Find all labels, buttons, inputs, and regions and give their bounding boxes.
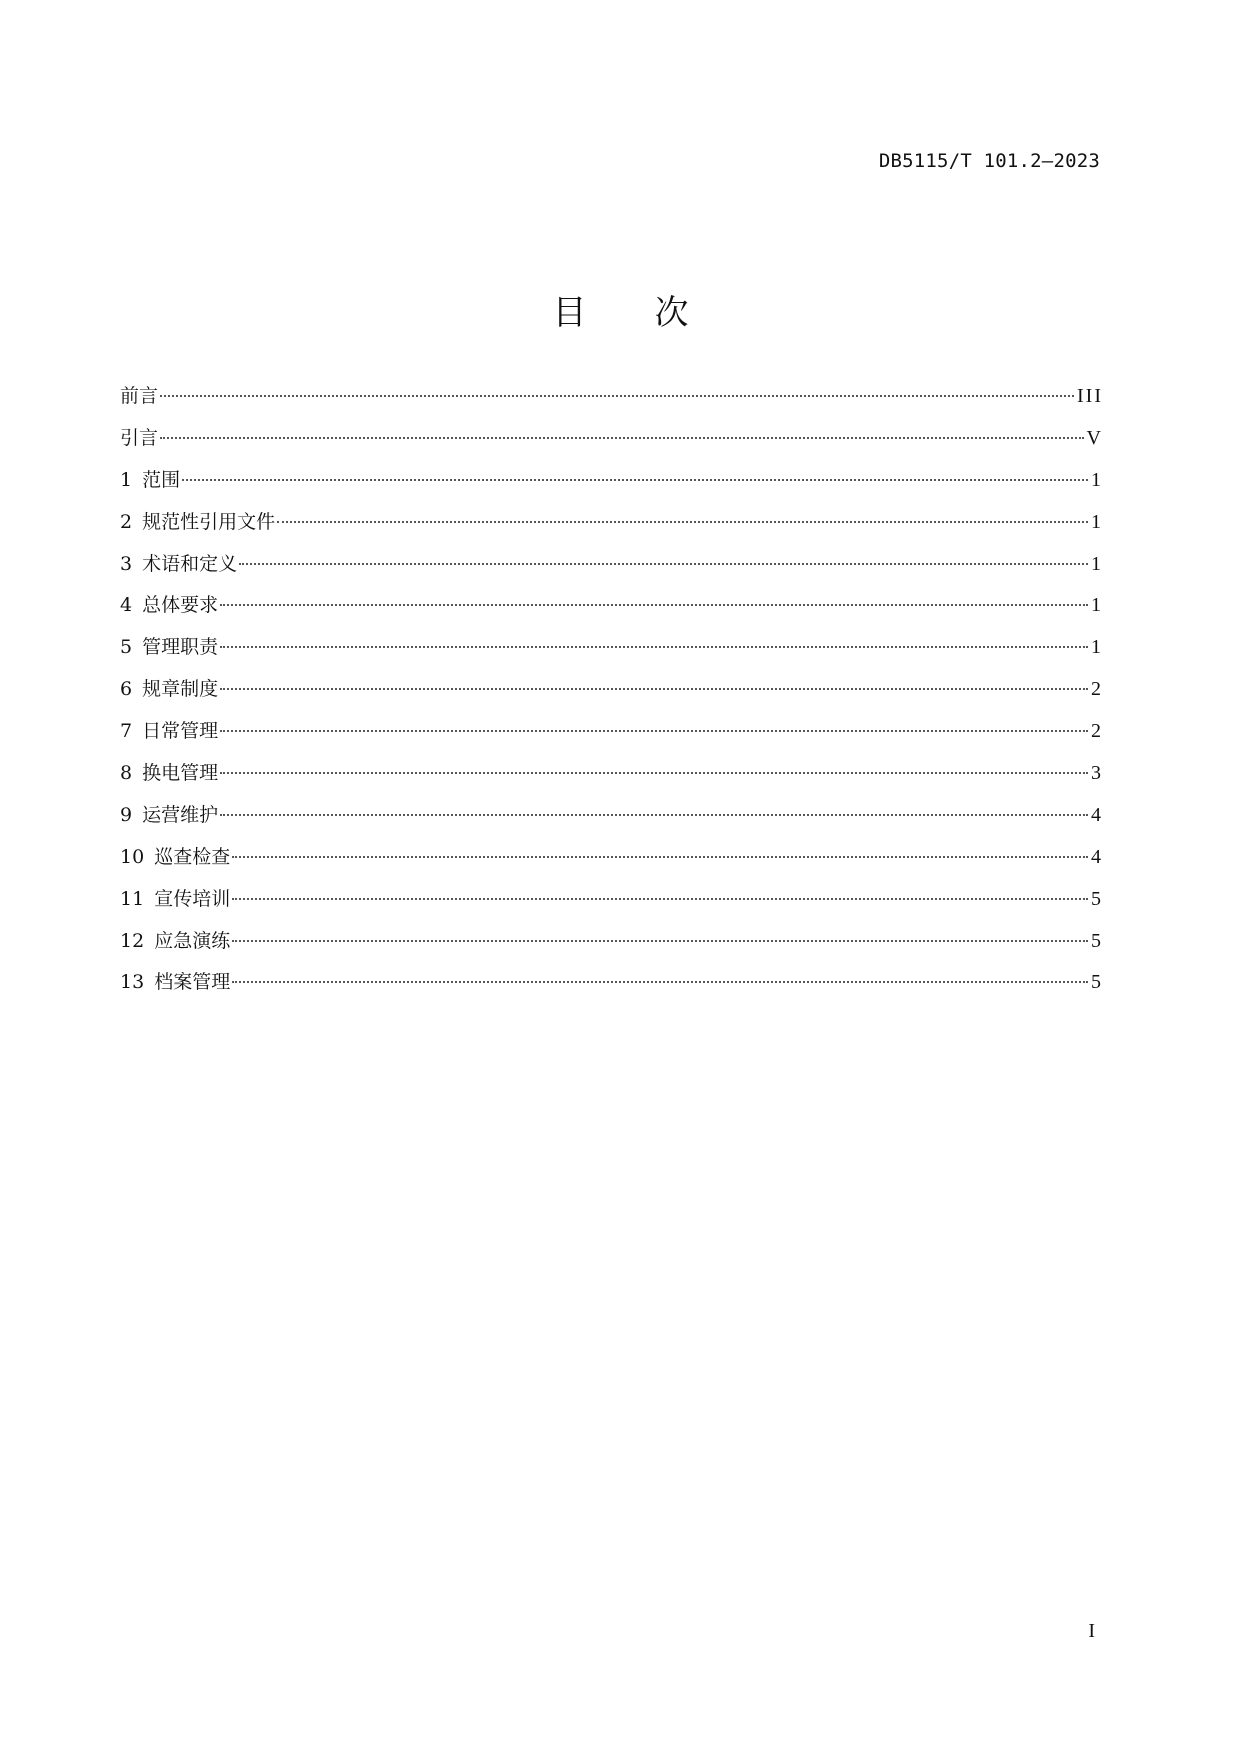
toc-entry-10[interactable] — [120, 837, 1101, 879]
toc-entry-number: 8 — [120, 762, 133, 785]
toc-entry-page: 5 — [1091, 929, 1103, 952]
toc-entry-12[interactable] — [120, 921, 1101, 963]
toc-entry-label: 宣传培训 — [154, 887, 231, 910]
toc-entry-introduction[interactable] — [120, 418, 1101, 460]
toc-entry-label: 范围 — [142, 468, 181, 491]
toc-entry-number: 3 — [120, 552, 133, 575]
toc-entry-page: 2 — [1091, 678, 1103, 701]
toc-entry-2[interactable] — [120, 502, 1101, 544]
toc-entry-page: 4 — [1091, 803, 1103, 826]
toc-dot-leader — [182, 479, 1088, 481]
toc-entry-label: 总体要求 — [142, 594, 219, 617]
toc-entry-9[interactable] — [120, 795, 1101, 837]
toc-dot-leader — [232, 981, 1088, 983]
toc-dot-leader — [220, 646, 1088, 648]
toc-entry-number: 1 — [120, 468, 133, 491]
toc-entry-label: 规章制度 — [142, 678, 219, 701]
toc-entry-page: 4 — [1091, 845, 1103, 868]
toc-dot-leader — [232, 856, 1088, 858]
toc-entry-number: 10 — [120, 845, 145, 868]
toc-entry-number: 12 — [120, 929, 145, 952]
document-code: DB5115/T 101.2—2023 — [878, 150, 1100, 172]
toc-entry-page: 1 — [1091, 636, 1103, 659]
toc-entry-1[interactable] — [120, 460, 1101, 502]
toc-entry-page: 1 — [1091, 510, 1103, 533]
toc-entry-13[interactable] — [120, 962, 1101, 1004]
toc-dot-leader — [220, 604, 1088, 606]
toc-entry-number: 13 — [120, 971, 145, 994]
toc-entry-page: 3 — [1091, 762, 1103, 785]
toc-entry-page: V — [1086, 426, 1103, 449]
toc-entry-label: 运营维护 — [142, 803, 219, 826]
toc-entry-number: 2 — [120, 510, 133, 533]
toc-dot-leader — [239, 563, 1088, 565]
toc-entry-page: 1 — [1091, 594, 1103, 617]
toc-entry-number: 7 — [120, 720, 133, 743]
toc-entry-number: 9 — [120, 803, 133, 826]
toc-dot-leader — [277, 521, 1088, 523]
toc-dot-leader — [220, 772, 1088, 774]
toc-entry-page: 1 — [1091, 468, 1103, 491]
toc-dot-leader — [160, 437, 1084, 439]
toc-entry-label: 日常管理 — [142, 720, 219, 743]
toc-entry-number: 4 — [120, 594, 133, 617]
toc-entry-7[interactable] — [120, 711, 1101, 753]
toc-entry-8[interactable] — [120, 753, 1101, 795]
page-title — [0, 285, 1241, 334]
toc-entry-label: 巡查检查 — [154, 845, 231, 868]
toc-entry-3[interactable] — [120, 544, 1101, 586]
toc-dot-leader — [220, 814, 1088, 816]
toc-entry-page: 1 — [1091, 552, 1103, 575]
toc-entry-4[interactable] — [120, 585, 1101, 627]
toc-entry-label: 引言 — [120, 426, 159, 449]
toc-entry-label: 换电管理 — [142, 762, 219, 785]
toc-dot-leader — [220, 730, 1088, 732]
page-title-part-2: 次 — [654, 292, 689, 333]
toc-entry-6[interactable] — [120, 669, 1101, 711]
toc-dot-leader — [220, 688, 1088, 690]
toc-entry-label: 档案管理 — [154, 971, 231, 994]
toc-entry-foreword[interactable] — [120, 376, 1101, 418]
page-title-part-1: 目 — [552, 292, 587, 333]
toc-dot-leader — [232, 940, 1088, 942]
toc-entry-5[interactable] — [120, 627, 1101, 669]
toc-entry-number: 5 — [120, 636, 133, 659]
toc-entry-label: 应急演练 — [154, 929, 231, 952]
toc-entry-page: III — [1077, 385, 1103, 407]
toc-entry-number: 11 — [120, 887, 145, 910]
toc-entry-page: 2 — [1091, 720, 1103, 743]
toc-entry-label: 规范性引用文件 — [142, 510, 276, 533]
toc-entry-11[interactable] — [120, 879, 1101, 921]
toc-entry-number: 6 — [120, 678, 133, 701]
toc-dot-leader — [232, 898, 1088, 900]
table-of-contents — [120, 376, 1101, 1004]
page-number: I — [1088, 1620, 1095, 1642]
toc-entry-label: 前言 — [120, 385, 159, 407]
toc-entry-page: 5 — [1091, 887, 1103, 910]
toc-entry-page: 5 — [1091, 971, 1103, 994]
toc-entry-label: 管理职责 — [142, 636, 219, 659]
toc-dot-leader — [160, 395, 1074, 397]
toc-entry-label: 术语和定义 — [142, 552, 238, 575]
